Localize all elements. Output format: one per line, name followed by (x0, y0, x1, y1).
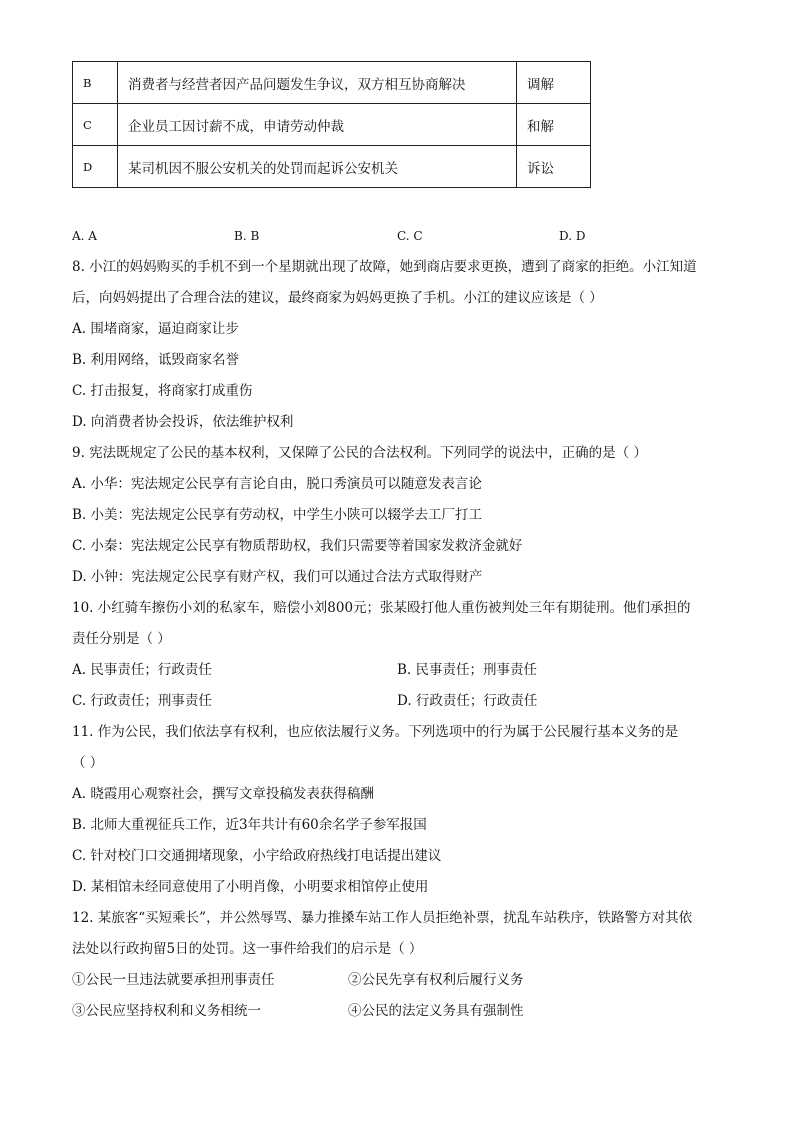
q7-option-c: C. C (397, 229, 423, 243)
q12-stem-line1: 12. 某旅客“买短乘长”，并公然辱骂、暴力推搡车站工作人员拒绝补票，扰乱车站秩序，铁路警方对其依 (72, 910, 693, 926)
row-label: C (73, 104, 118, 146)
q12-stem-line2: 法处以行政拘留5日的处罚。这一事件给我们的启示是（ ） (72, 941, 423, 957)
q8-stem-line2: 后，向妈妈提出了合理合法的建议，最终商家为妈妈更换了手机。小江的建议应该是（ ） (72, 290, 603, 306)
row-case: 企业员工因讨薪不成，申请劳动仲裁 (118, 104, 517, 146)
row-method: 调解 (517, 62, 591, 104)
row-label: D (73, 146, 118, 188)
table-row (73, 146, 591, 188)
q10-option-d: D. 行政责任；行政责任 (397, 693, 538, 709)
q10-stem-line1: 10. 小红骑车擦伤小刘的私家车，赔偿小刘800元；张某殴打他人重伤被判处三年有期徒刑。他们承担的 (72, 600, 691, 616)
q9-option-c: C. 小秦：宪法规定公民享有物质帮助权，我们只需要等着国家发救济金就好 (72, 538, 523, 554)
row-case: 某司机因不服公安机关的处罚而起诉公安机关 (118, 146, 517, 188)
q8-option-a: A. 围堵商家，逼迫商家让步 (72, 321, 239, 337)
q7-option-b: B. B (234, 229, 260, 243)
row-label: B (73, 62, 118, 104)
q11-option-d: D. 某相馆未经同意使用了小明肖像，小明要求相馆停止使用 (72, 879, 429, 895)
row-case: 消费者与经营者因产品问题发生争议，双方相互协商解决 (118, 62, 517, 104)
q12-choice-2: ②公民先享有权利后履行义务 (348, 972, 524, 988)
q10-option-c: C. 行政责任；刑事责任 (72, 693, 212, 709)
q10-option-a: A. 民事责任；行政责任 (72, 662, 212, 678)
q9-option-b: B. 小美：宪法规定公民享有劳动权，中学生小陕可以辍学去工厂打工 (72, 507, 483, 523)
q8-option-c: C. 打击报复，将商家打成重伤 (72, 383, 253, 399)
options-table (72, 61, 591, 188)
q11-option-a: A. 晓霞用心观察社会，撰写文章投稿发表获得稿酬 (72, 786, 374, 802)
q8-option-b: B. 利用网络，诋毁商家名誉 (72, 352, 240, 368)
q11-stem-line2: （ ） (72, 755, 104, 771)
table-row (73, 62, 591, 104)
row-method: 和解 (517, 104, 591, 146)
row-method: 诉讼 (517, 146, 591, 188)
q8-option-d: D. 向消费者协会投诉，依法维护权利 (72, 414, 294, 430)
q7-option-a: A. A (72, 229, 97, 243)
q10-stem-line2: 责任分别是（ ） (72, 631, 171, 647)
q9-stem: 9. 宪法既规定了公民的基本权利，又保障了公民的合法权利。下列同学的说法中，正确的是（ ） (72, 445, 647, 461)
q11-option-b: B. 北师大重视征兵工作，近3年共计有60余名学子参军报国 (72, 817, 427, 833)
q11-stem-line1: 11. 作为公民，我们依法享有权利，也应依法履行义务。下列选项中的行为属于公民履行基本义务的是 (72, 724, 679, 740)
q9-option-a: A. 小华：宪法规定公民享有言论自由，脱口秀演员可以随意发表言论 (72, 476, 482, 492)
q12-choice-3: ③公民应坚持权利和义务相统一 (72, 1003, 261, 1019)
table-row (73, 104, 591, 146)
q9-option-d: D. 小钟：宪法规定公民享有财产权，我们可以通过合法方式取得财产 (72, 569, 483, 585)
q10-option-b: B. 民事责任；刑事责任 (397, 662, 538, 678)
q11-option-c: C. 针对校门口交通拥堵现象，小宇给政府热线打电话提出建议 (72, 848, 442, 864)
q12-choice-4: ④公民的法定义务具有强制性 (348, 1003, 524, 1019)
q7-option-d: D. D (559, 229, 586, 243)
q8-stem-line1: 8. 小江的妈妈购买的手机不到一个星期就出现了故障，她到商店要求更换，遭到了商家的拒绝。小江知道 (72, 259, 697, 275)
q12-choice-1: ①公民一旦违法就要承担刑事责任 (72, 972, 275, 988)
